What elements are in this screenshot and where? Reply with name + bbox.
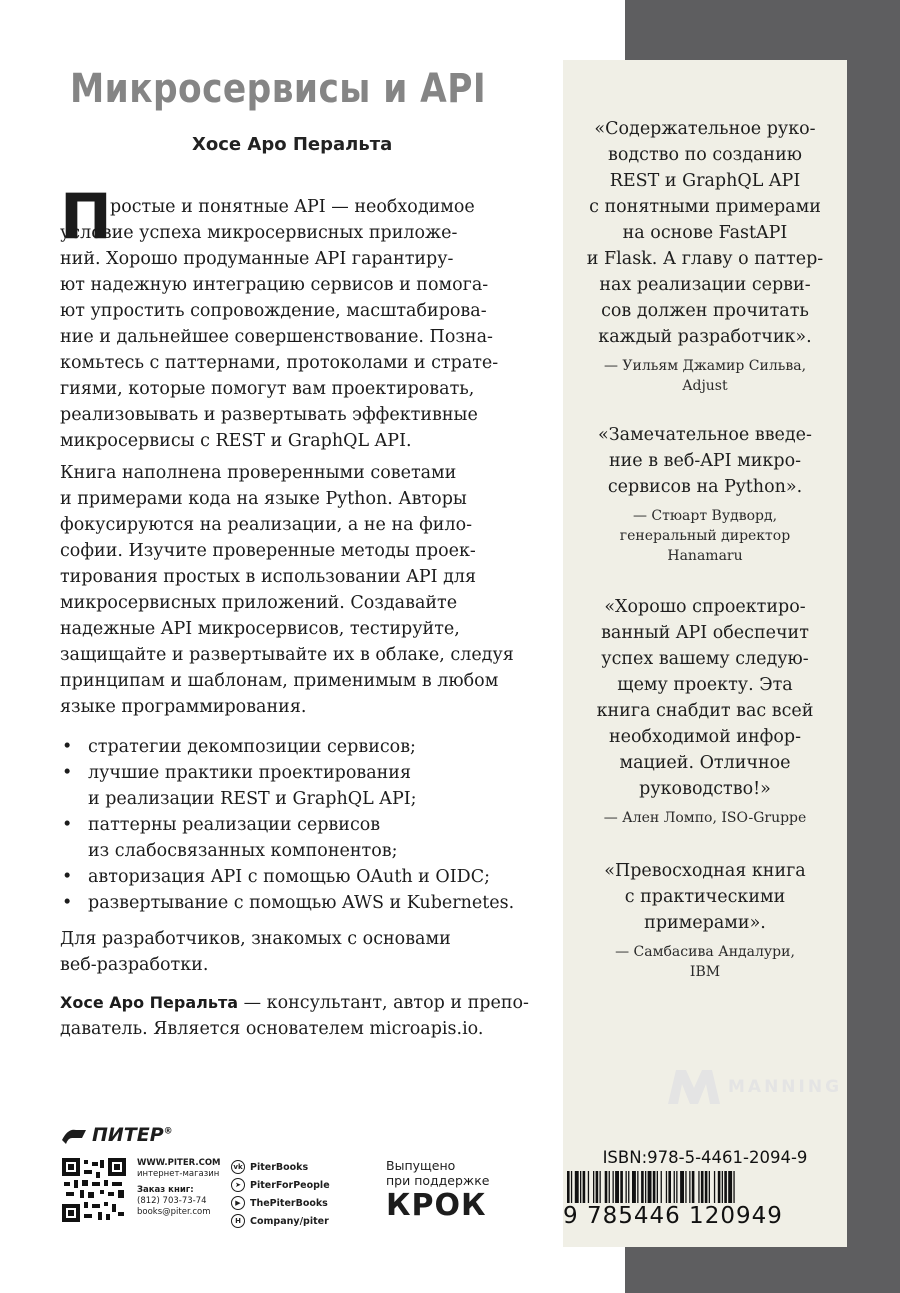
list-item: • паттерны реализации сервисов из слабосвязанных компонентов; [62,815,398,861]
barcode-bar [674,1171,675,1203]
quote-attribution: — Уильям Джамир Сильва, Adjust [603,358,807,394]
barcode-bar [632,1171,636,1203]
barcode-bar [593,1171,594,1203]
publisher-name: ПИТЕР® [92,1124,173,1146]
barcode-bar [583,1171,586,1203]
support-label: Выпущено при поддержке [386,1158,490,1188]
quotes-panel [563,60,847,1247]
vk-icon: vk [231,1160,245,1174]
barcode-bar [571,1171,572,1203]
quote-text: «Хорошо спроектиро- ванный API обеспечит успех вашему следую- щему проекту. Эта книга снабдит вас всей необходимой инфор- мацией. Отличное руководство!» [596,597,814,799]
publisher-store-label: интернет-магазин [137,1169,220,1179]
barcode-bar [698,1171,699,1203]
isbn-label: ISBN:978-5-4461-2094-9 [602,1148,808,1167]
imprint-name: MANNING [728,1077,843,1097]
barcode-bar [588,1171,589,1203]
barcode-bar [676,1171,677,1203]
isbn-digits: 9 785446 120949 [563,1203,783,1229]
social-links [231,1158,330,1230]
manning-mountain-icon [668,1070,720,1104]
drop-cap: П [60,180,112,253]
quote-2 [563,422,847,566]
barcode-bar [615,1171,619,1203]
barcode-bar [705,1171,708,1203]
publisher-website[interactable]: WWW.PITER.COM [137,1158,221,1168]
order-label: Заказ книг: [137,1185,194,1195]
barcode-bar [701,1171,704,1203]
quote-text: «Замечательное введе- ние в веб-API микро- сервисов на Python». [598,425,812,497]
audience-text: Для разработчиков, знакомых с основами веб-разработки. [60,929,451,975]
publisher-phone: (812) 703-73-74 [137,1196,207,1206]
barcode-bar [620,1171,623,1203]
barcode-bar [596,1171,599,1203]
barcode-bar [724,1171,727,1203]
author-bio [60,990,530,1042]
barcode-bar [733,1171,734,1203]
publisher-contacts [137,1158,221,1218]
hh-icon: H [231,1214,245,1228]
book-title: Микросервисы и API [70,66,487,112]
barcode-bar [613,1171,614,1203]
barcode-bar [645,1171,646,1203]
feature-list [60,734,540,916]
quote-1 [563,116,847,396]
support-block [386,1158,489,1224]
barcode-bar [661,1171,662,1203]
bio-author-name: Хосе Аро Перальта [60,993,239,1012]
barcode-bar [605,1171,608,1203]
quote-attribution: — Самбасива Андалури, IBM [615,944,795,980]
manning-logo [668,1070,842,1104]
barcode-bar [692,1171,695,1203]
barcode-bar [609,1171,610,1203]
barcode-bar [567,1171,570,1203]
barcode-bar [718,1171,721,1203]
barcode [565,1171,845,1203]
barcode-bar [600,1171,601,1203]
bio-text: — консультант, автор и препо- даватель. Является основателем microapis.io. [60,993,529,1039]
book-author: Хосе Аро Перальта [192,134,393,155]
telegram-icon: ➤ [231,1178,245,1192]
barcode-bar [680,1171,684,1203]
quote-attribution: — Ален Ломпо, ISO-Gruppe [603,810,807,826]
quote-3 [563,594,847,828]
barcode-bar [637,1171,638,1203]
quote-text: «Превосходная книга с практическими примерами». [604,861,806,933]
barcode-bar [628,1171,629,1203]
youtube-icon: ▶ [231,1196,245,1210]
barcode-bar [666,1171,667,1203]
quote-4 [563,858,847,982]
barcode-bar [709,1171,710,1203]
barcode-bar [722,1171,723,1203]
quote-attribution: — Стюарт Вудворд, генеральный директор Hanamaru [619,508,791,564]
barcode-bar [668,1171,671,1203]
barcode-bar [714,1171,715,1203]
list-item: • стратегии декомпозиции сервисов; [62,737,416,757]
social-item-youtube[interactable]: ▶ ThePiterBooks [231,1194,330,1212]
barcode-bar [653,1171,656,1203]
barcode-bar [575,1171,579,1203]
description-paragraph-1: ростые и понятные API — необходимое условие успеха микросервисных приложе- ний. Хорошо продуманные API гарантиру- ют надежную интеграцию сервисов и помога- ют упростить сопровождение, масштабирова- ние и дальнейшее совершенствование. Позна- комьтесь с паттернами, протоколами и страте- гиями, которые помогут вам проектировать, реализовывать и развертывать эффективные микросервисы с REST и GraphQL API. [60,197,499,451]
support-company-name: КРОК [386,1188,487,1223]
quote-text: «Содержательное руко- водство по созданию REST и GraphQL API с понятными примерами на основе FastAPI и Flask. А главу о паттер- нах реализации серви- сов должен прочитать каждый разработчик». [586,119,824,347]
piter-wave-icon [60,1124,88,1146]
list-item: • авторизация API с помощью OAuth и OIDC; [62,867,490,887]
piter-logo [60,1124,173,1146]
barcode-bar [657,1171,658,1203]
social-item-vk[interactable]: vk PiterBooks [231,1158,330,1176]
list-item: • развертывание с помощью AWS и Kubernetes. [62,893,515,913]
barcode-bar [648,1171,652,1203]
list-item: • лучшие практики проектирования и реализации REST и GraphQL API; [62,763,417,809]
barcode-bar [689,1171,690,1203]
barcode-bar [626,1171,627,1203]
publisher-email[interactable]: books@piter.com [137,1207,211,1217]
description-paragraph-2: Книга наполнена проверенными советами и примерами кода на языке Python. Авторы фокусируются на реализации, а не на фило- софии. Изучите проверенные методы проек- тирования простых в использовании API для микросервисных приложений. Создавайте надежные API микросервисов, тестируйте, защищайте и развертывайте их в облаке, следуя принципам и шаблонам, применимым в любом языке программирования. [60,463,514,717]
barcode-bar [685,1171,686,1203]
barcode-bar [641,1171,644,1203]
barcode-bar [580,1171,581,1203]
barcode-bar [728,1171,732,1203]
social-item-telegram[interactable]: ➤ PiterForPeople [231,1176,330,1194]
social-item-hh[interactable]: H Company/piter [231,1212,330,1230]
qr-code-icon [62,1158,126,1222]
isbn-block [563,1148,847,1234]
